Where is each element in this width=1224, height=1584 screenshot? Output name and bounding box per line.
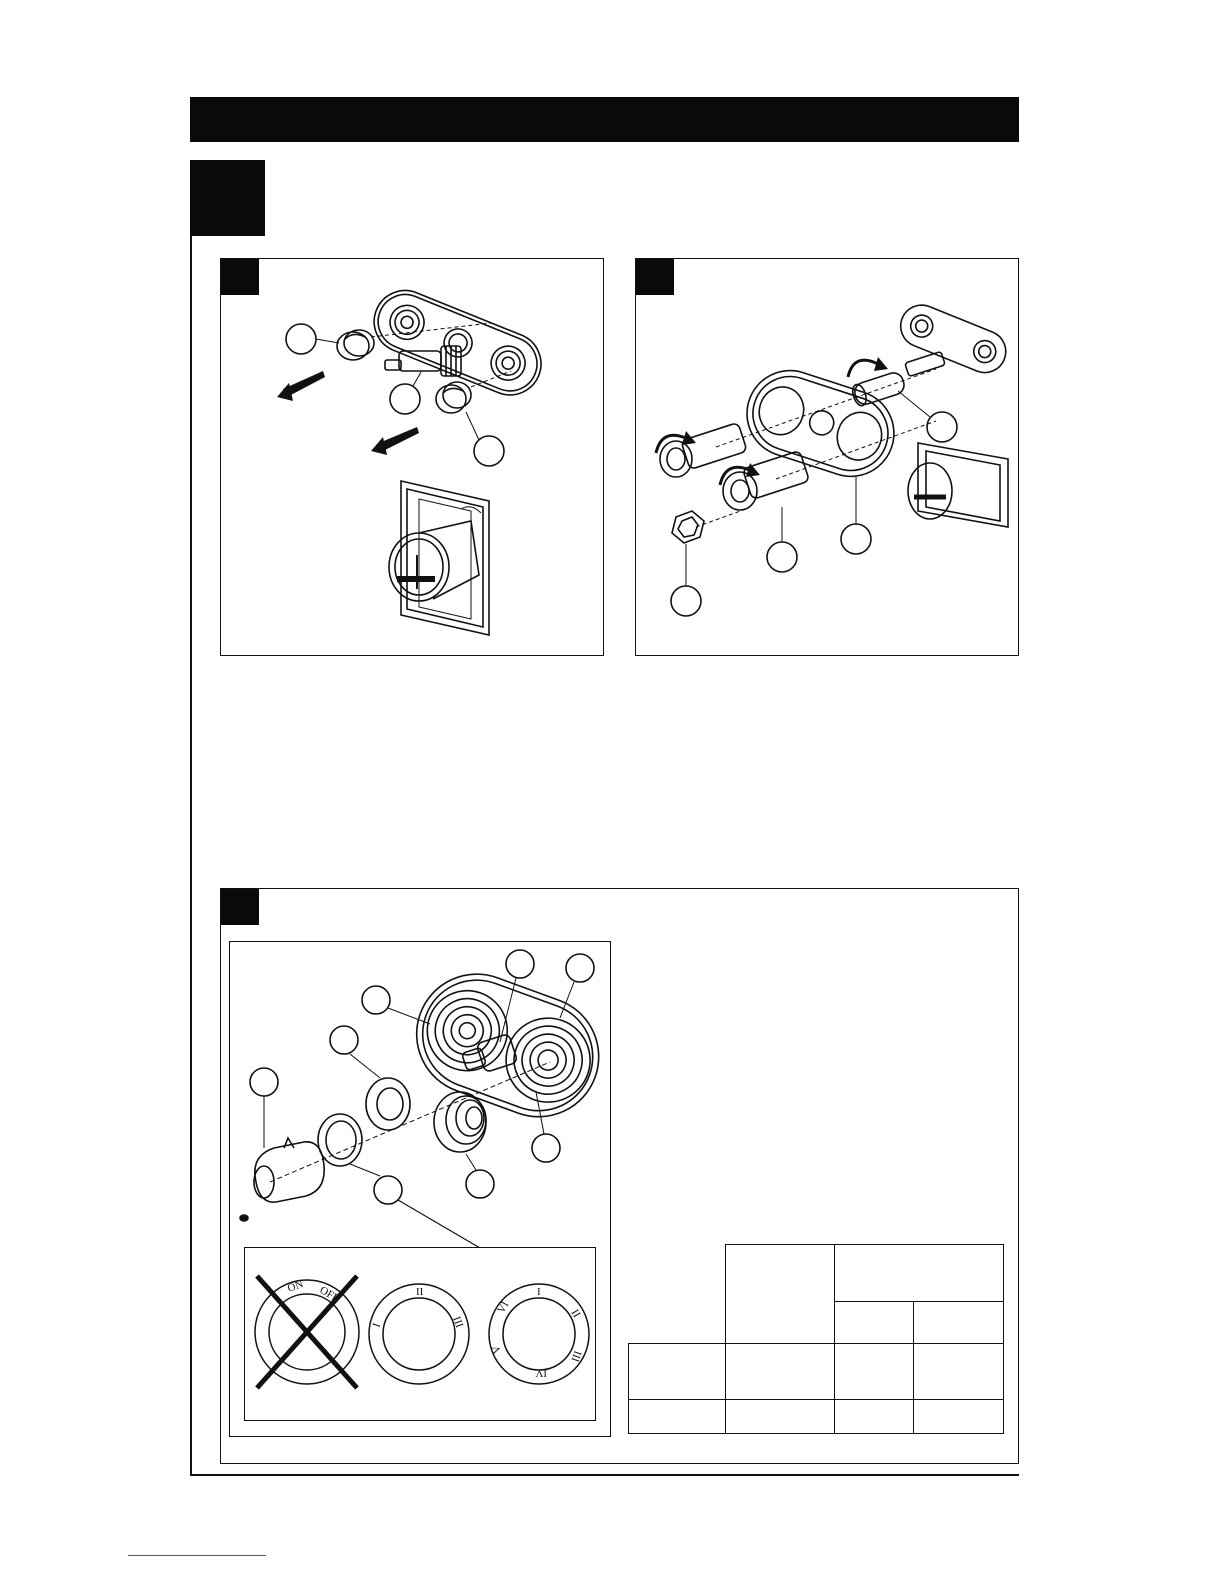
spec-table-blank (629, 1302, 726, 1344)
callout-circle (927, 412, 957, 442)
section-header-bar (190, 97, 1019, 142)
spec-table-cell (913, 1344, 1003, 1400)
spec-table-subheader-cell (834, 1302, 913, 1344)
dial-mark: III (450, 1314, 466, 1330)
dial-mark: IV (535, 1367, 547, 1379)
panel-c-illustration-frame (229, 941, 611, 1437)
callout-circle (532, 1134, 560, 1162)
dial-mark: ON (285, 1278, 305, 1295)
footer-link-underline[interactable] (128, 1555, 266, 1556)
callout-circle (250, 1068, 278, 1096)
spec-table-cell (629, 1344, 726, 1400)
panel-b (635, 258, 1019, 656)
handle-extension (723, 451, 809, 510)
dial-mark: II (416, 1286, 424, 1298)
spec-table-cell (834, 1400, 913, 1434)
left-knob (337, 330, 374, 360)
callout-circle (474, 436, 504, 466)
cross-out-icon (257, 1276, 357, 1388)
dial-mark: VI (495, 1299, 512, 1316)
dial-incorrect (255, 1276, 359, 1388)
panel-c-tag (221, 889, 259, 925)
escutcheon-plate (894, 299, 1012, 379)
callout-circle (566, 954, 594, 982)
dial-mark: OFF (317, 1284, 341, 1305)
callout-circle (767, 542, 797, 572)
stem-extension (850, 370, 906, 407)
callout-circle (390, 384, 420, 414)
handle (240, 1138, 324, 1221)
lower-knob (436, 382, 471, 413)
dial-three-position (369, 1284, 469, 1384)
panel-a (220, 258, 604, 656)
callout-circle (671, 586, 701, 616)
spec-table-cell (834, 1344, 913, 1400)
knurled-cap (434, 1092, 486, 1152)
callout-circle (286, 324, 316, 354)
section-left-rule (190, 236, 192, 1476)
dial-mark: I (370, 1321, 384, 1330)
panel-a-illustration (221, 259, 605, 657)
escutcheon-plate (400, 957, 612, 1133)
dial-mark: III (568, 1348, 584, 1364)
section-bottom-rule (190, 1474, 1019, 1476)
step-number-block (190, 160, 265, 236)
dial-options-inset (244, 1247, 596, 1421)
spec-table-cell (725, 1344, 834, 1400)
callout-circle (841, 524, 871, 554)
dial-mark: V (489, 1343, 504, 1356)
adapter-nut (672, 511, 704, 543)
trim-plate (736, 359, 905, 487)
panel-b-illustration (636, 259, 1020, 657)
spec-table-blank (629, 1245, 726, 1302)
spec-table-cell (629, 1400, 726, 1434)
dial-mark: II (568, 1307, 583, 1320)
rough-valve-body (389, 481, 489, 635)
callout-circle (466, 1170, 494, 1198)
spec-table (628, 1244, 1004, 1434)
pull-arrow-icon (371, 427, 419, 455)
spec-table-subheader-cell (913, 1302, 1003, 1344)
rough-valve-body (908, 443, 1008, 527)
callout-circle (330, 1026, 358, 1054)
spec-table-cell (913, 1400, 1003, 1434)
spec-table-header-cell (725, 1245, 834, 1344)
callout-circle (506, 950, 534, 978)
callout-circle (362, 986, 390, 1014)
pull-arrow-icon (277, 371, 325, 401)
trim-ring (366, 1078, 410, 1130)
spec-table-cell (725, 1400, 834, 1434)
spec-table-header-cell (834, 1245, 1003, 1302)
callout-circle (374, 1176, 402, 1204)
valve-stem (385, 346, 461, 376)
dial-mark: I (537, 1286, 541, 1298)
